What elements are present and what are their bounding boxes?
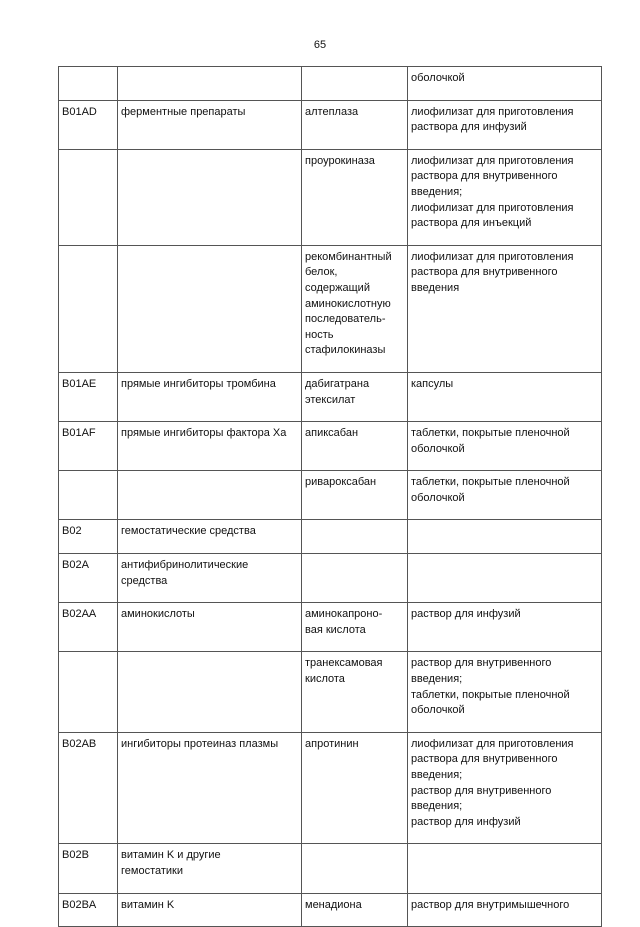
substance-line: алтеплаза — [305, 105, 359, 118]
group-name-line: ферментные препараты — [121, 105, 246, 118]
atc-code-cell — [59, 422, 118, 471]
dosage-form-line: введения — [411, 281, 460, 294]
atc-code-cell — [59, 100, 118, 149]
substance-line: аминокислотную — [305, 297, 391, 310]
table-row — [59, 372, 602, 421]
table-row — [59, 100, 602, 149]
atc-code-cell — [59, 471, 118, 520]
dosage-form-line: раствора для инфузий — [411, 121, 527, 134]
atc-code: B02B — [62, 849, 89, 862]
dosage-form-line: лиофилизат для приготовления — [411, 250, 574, 263]
atc-code-cell — [59, 603, 118, 652]
group-cell — [118, 372, 302, 421]
substance-cell — [302, 67, 408, 101]
substance-line: кислота — [305, 673, 345, 686]
dosage-form-cell — [408, 471, 602, 520]
page-number: 65 — [313, 39, 327, 51]
group-cell — [118, 520, 302, 554]
substance-line: этексилат — [305, 393, 356, 406]
group-name-line: ингибиторы протеиназ плазмы — [121, 737, 279, 750]
dosage-form-line: раствора для внутривенного — [411, 753, 558, 766]
group-name-line: прямые ингибиторы фактора Xa — [121, 427, 287, 440]
substance-line: аминокапроно- — [305, 608, 383, 621]
table-row — [59, 67, 602, 101]
drug-classification-table — [58, 66, 602, 927]
dosage-form-cell — [408, 732, 602, 844]
dosage-form-line: раствор для инфузий — [411, 608, 521, 621]
table-row — [59, 844, 602, 893]
substance-line: проурокиназа — [305, 154, 375, 167]
atc-code-cell — [59, 732, 118, 844]
substance-line: белок, — [305, 266, 338, 279]
dosage-form-cell — [408, 603, 602, 652]
substance-line: последователь- — [305, 313, 386, 326]
substance-line: менадиона — [305, 898, 362, 911]
group-cell — [118, 554, 302, 603]
dosage-form-line: оболочкой — [411, 72, 465, 84]
substance-cell — [302, 100, 408, 149]
dosage-form-line: введения; — [411, 185, 463, 198]
dosage-form-line: раствор для внутримышечного — [411, 898, 570, 911]
substance-cell — [302, 844, 408, 893]
group-cell — [118, 471, 302, 520]
atc-code: B01AD — [62, 105, 97, 118]
group-name-line: аминокислоты — [121, 608, 195, 621]
table-row — [59, 603, 602, 652]
dosage-form-cell — [408, 520, 602, 554]
group-name-line: антифибринолитические — [121, 559, 249, 572]
group-cell — [118, 732, 302, 844]
dosage-form-cell — [408, 652, 602, 732]
group-name-line: гемостатики — [121, 864, 183, 877]
group-cell — [118, 893, 302, 927]
dosage-form-line: лиофилизат для приготовления — [411, 105, 574, 118]
atc-code: B02BA — [62, 898, 97, 911]
group-cell — [118, 67, 302, 101]
group-name-line: средства — [121, 574, 168, 587]
substance-line: вая кислота — [305, 623, 366, 636]
substance-cell — [302, 652, 408, 732]
dosage-form-line: таблетки, покрытые пленочной — [411, 476, 570, 489]
group-cell — [118, 149, 302, 245]
dosage-form-cell — [408, 372, 602, 421]
dosage-form-cell — [408, 554, 602, 603]
group-name-line: витамин K и другие — [121, 849, 221, 862]
substance-line: транексамовая — [305, 657, 383, 670]
atc-code: B02 — [62, 525, 82, 538]
substance-line: ривароксабан — [305, 476, 377, 489]
substance-line: ность — [305, 328, 334, 341]
dosage-form-line: таблетки, покрытые пленочной — [411, 427, 570, 440]
dosage-form-line: лиофилизат для приготовления — [411, 737, 574, 750]
substance-cell — [302, 554, 408, 603]
substance-cell — [302, 372, 408, 421]
substance-cell — [302, 149, 408, 245]
substance-line: апиксабан — [305, 427, 359, 440]
group-cell — [118, 603, 302, 652]
dosage-form-cell — [408, 67, 602, 101]
dosage-form-line: введения; — [411, 800, 463, 813]
group-cell — [118, 844, 302, 893]
dosage-form-cell — [408, 422, 602, 471]
dosage-form-line: раствора для внутривенного — [411, 170, 558, 183]
substance-cell — [302, 245, 408, 372]
table-row — [59, 245, 602, 372]
substance-cell — [302, 471, 408, 520]
substance-cell — [302, 732, 408, 844]
dosage-form-line: раствора для внутривенного — [411, 266, 558, 279]
table-row — [59, 149, 602, 245]
substance-cell — [302, 422, 408, 471]
dosage-form-cell — [408, 100, 602, 149]
table-row — [59, 893, 602, 927]
atc-code: B01AF — [62, 427, 96, 440]
atc-code-cell — [59, 652, 118, 732]
dosage-form-cell — [408, 245, 602, 372]
group-name-line: прямые ингибиторы тромбина — [121, 377, 276, 390]
atc-code: B02AB — [62, 737, 97, 750]
substance-line: стафилокиназы — [305, 344, 386, 357]
table-row — [59, 732, 602, 844]
dosage-form-line: таблетки, покрытые пленочной — [411, 688, 570, 701]
substance-line: апротинин — [305, 737, 359, 750]
substance-cell — [302, 603, 408, 652]
group-cell — [118, 245, 302, 372]
substance-cell — [302, 893, 408, 927]
group-cell — [118, 422, 302, 471]
substance-cell — [302, 520, 408, 554]
table-row — [59, 554, 602, 603]
table-row — [59, 520, 602, 554]
substance-line: рекомбинантный — [305, 250, 392, 263]
group-name-line: гемостатические средства — [121, 525, 256, 538]
table-row — [59, 652, 602, 732]
group-name-line: витамин K — [121, 898, 175, 911]
dosage-form-cell — [408, 893, 602, 927]
dosage-form-line: оболочкой — [411, 491, 465, 504]
atc-code: B02AA — [62, 608, 97, 621]
atc-code: B02A — [62, 559, 89, 572]
dosage-form-line: капсулы — [411, 377, 454, 390]
dosage-form-cell — [408, 844, 602, 893]
dosage-form-line: введения; — [411, 673, 463, 686]
atc-code-cell — [59, 554, 118, 603]
group-cell — [118, 652, 302, 732]
group-cell — [118, 100, 302, 149]
dosage-form-line: введения; — [411, 769, 463, 781]
atc-code-cell — [59, 893, 118, 927]
dosage-form-cell — [408, 149, 602, 245]
atc-code-cell — [59, 520, 118, 554]
dosage-form-line: оболочкой — [411, 704, 465, 717]
atc-code-cell — [59, 245, 118, 372]
dosage-form-line: раствор для инфузий — [411, 815, 521, 828]
atc-code-cell — [59, 844, 118, 893]
atc-code: B01AE — [62, 377, 97, 390]
dosage-form-line: лиофилизат для приготовления — [411, 154, 574, 167]
substance-line: дабигатрана — [305, 377, 370, 390]
atc-code-cell — [59, 149, 118, 245]
dosage-form-line: оболочкой — [411, 442, 465, 455]
table-row — [59, 471, 602, 520]
atc-code-cell — [59, 372, 118, 421]
substance-line: содержащий — [305, 281, 370, 294]
dosage-form-line: раствор для внутривенного — [411, 784, 552, 797]
dosage-form-line: раствора для инъекций — [411, 217, 532, 230]
atc-code-cell — [59, 67, 118, 101]
dosage-form-line: лиофилизат для приготовления — [411, 201, 574, 214]
dosage-form-line: раствор для внутривенного — [411, 657, 552, 670]
table-row — [59, 422, 602, 471]
